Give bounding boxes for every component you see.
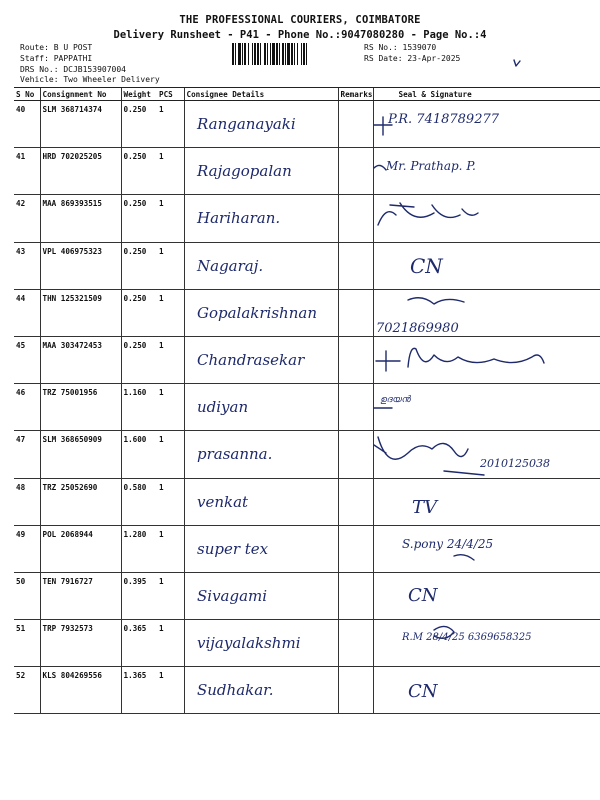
consignment-number: TEN 7916727 [40, 572, 121, 619]
consignee-handwriting [185, 290, 339, 332]
consignee-cell [184, 620, 338, 667]
seal-handwriting: 7021869980 [375, 320, 459, 336]
weight-value: 1.160 [121, 384, 157, 431]
barcode-bar [287, 43, 290, 65]
row-sno: 51 [14, 620, 40, 667]
barcode-bar [257, 43, 259, 65]
seal-signature-cell [373, 620, 600, 667]
table-row [14, 525, 600, 572]
consignee-handwriting [185, 243, 339, 285]
consignee-handwriting [185, 431, 339, 473]
barcode-bar [272, 43, 275, 65]
table-row [14, 148, 600, 195]
remarks-cell [338, 289, 373, 336]
barcode-bar [248, 43, 249, 65]
pcs-value: 1 [157, 101, 184, 148]
consignee-name: venkat [196, 492, 248, 511]
pen-mark-icon [512, 58, 522, 68]
weight-value: 0.250 [121, 242, 157, 289]
seal-handwriting: P.R. 7418789277 [387, 112, 499, 127]
remarks-cell [338, 148, 373, 195]
seal-signature-cell [373, 478, 600, 525]
pcs-value: 1 [157, 525, 184, 572]
seal-handwriting: TV [411, 496, 437, 518]
remarks-cell [338, 384, 373, 431]
barcode-bar [260, 43, 261, 65]
consignment-number: THN 125321509 [40, 289, 121, 336]
header-seal: Seal & Signature [373, 88, 600, 101]
signature-drawing [374, 101, 600, 143]
weight-value: 0.250 [121, 289, 157, 336]
seal-signature-cell [373, 336, 600, 383]
table-row [14, 620, 600, 667]
vehicle-label: Vehicle: Two Wheeler Delivery [20, 75, 160, 84]
barcode-bar [254, 43, 256, 65]
barcode-bar [267, 43, 268, 65]
barcode [232, 43, 354, 65]
consignee-cell [184, 242, 338, 289]
table-row [14, 101, 600, 148]
consignee-cell [184, 478, 338, 525]
consignee-handwriting [185, 148, 339, 190]
row-sno: 47 [14, 431, 40, 478]
consignee-cell [184, 667, 338, 714]
row-sno: 41 [14, 148, 40, 195]
signature-stroke [378, 203, 478, 225]
row-sno: 49 [14, 525, 40, 572]
runsheet-subtitle: Delivery Runsheet - P41 - Phone No.:9047080280 - Page No.:4 [113, 29, 487, 41]
consignee-cell [184, 195, 338, 242]
barcode-bar [285, 43, 286, 65]
signature-drawing [374, 431, 600, 473]
pcs-value: 1 [157, 336, 184, 383]
consignee-handwriting [185, 101, 339, 143]
consignee-name: super tex [196, 539, 268, 558]
header-consignee: Consignee Details [184, 88, 338, 101]
barcode-bar [303, 43, 305, 65]
signature-drawing [374, 479, 600, 521]
consignee-name: Rajagopalan [196, 162, 292, 181]
seal-signature-cell [373, 431, 600, 478]
remarks-cell [338, 620, 373, 667]
seal-handwriting: CN [407, 681, 438, 703]
pcs-value: 1 [157, 431, 184, 478]
header-consignment: Consignment No [40, 88, 121, 101]
signature-drawing [374, 337, 600, 379]
remarks-cell [338, 478, 373, 525]
pcs-value: 1 [157, 572, 184, 619]
runsheet-table [14, 87, 600, 714]
consignee-name: Ranganayaki [196, 115, 296, 133]
header-remarks: Remarks [338, 88, 373, 101]
weight-value: 1.600 [121, 431, 157, 478]
consignment-number: VPL 406975323 [40, 242, 121, 289]
row-sno: 46 [14, 384, 40, 431]
table-row [14, 478, 600, 525]
signature-drawing [374, 526, 600, 568]
barcode-bar [297, 43, 298, 65]
consignment-number: HRD 702025205 [40, 148, 121, 195]
consignment-number: POL 2068944 [40, 525, 121, 572]
barcode-bar [252, 43, 253, 65]
pcs-value: 1 [157, 195, 184, 242]
consignee-cell [184, 289, 338, 336]
table-header-row [14, 88, 600, 101]
signature-stroke [376, 348, 544, 371]
consignee-name: udiyan [196, 398, 248, 417]
signature-stroke [374, 437, 484, 475]
barcode-bar [232, 43, 234, 65]
consignee-name: Gopalakrishnan [196, 303, 317, 322]
pcs-value: 1 [157, 289, 184, 336]
barcode-bar [264, 43, 266, 65]
seal-handwriting: S.pony 24/4/25 [401, 536, 493, 551]
signature-drawing [374, 384, 600, 426]
signature-drawing [374, 148, 600, 190]
row-sno: 45 [14, 336, 40, 383]
rs-date: RS Date: 23-Apr-2025 [364, 54, 461, 63]
pcs-value: 1 [157, 242, 184, 289]
consignee-handwriting [185, 526, 339, 568]
barcode-bar [279, 43, 280, 65]
remarks-cell [338, 431, 373, 478]
signature-drawing [374, 243, 600, 285]
header-pcs: PCS [157, 88, 184, 101]
weight-value: 0.580 [121, 478, 157, 525]
consignee-cell [184, 336, 338, 383]
table-row [14, 384, 600, 431]
pcs-value: 1 [157, 667, 184, 714]
consignee-cell [184, 525, 338, 572]
consignee-name: prasanna. [196, 445, 272, 464]
barcode-bar [301, 43, 302, 65]
drs-number: DRS No.: DCJB153907004 [20, 65, 126, 74]
consignee-handwriting [185, 573, 339, 615]
pcs-value: 1 [157, 384, 184, 431]
seal-handwriting: CN [409, 253, 443, 278]
row-sno: 50 [14, 572, 40, 619]
consignee-handwriting [185, 620, 339, 662]
seal-signature-cell [373, 384, 600, 431]
signature-drawing [374, 195, 600, 237]
seal-handwriting: R.M 28/4/25 6369658325 [401, 632, 531, 644]
barcode-bar [242, 43, 243, 65]
consignee-cell [184, 384, 338, 431]
consignment-number: KLS 804269556 [40, 667, 121, 714]
consignee-handwriting [185, 384, 339, 426]
signature-stroke [374, 166, 386, 171]
table-row [14, 431, 600, 478]
seal-signature-cell [373, 289, 600, 336]
seal-handwriting: Mr. Prathap. P. [385, 159, 476, 174]
barcode-bar [282, 43, 284, 65]
row-sno: 42 [14, 195, 40, 242]
remarks-cell [338, 572, 373, 619]
seal-signature-cell [373, 101, 600, 148]
row-sno: 52 [14, 667, 40, 714]
signature-stroke [454, 554, 474, 559]
seal-handwriting: 2010125038 [479, 457, 550, 471]
table-row [14, 195, 600, 242]
consignment-number: MAA 303472453 [40, 336, 121, 383]
consignment-number: SLM 368714374 [40, 101, 121, 148]
consignee-cell [184, 148, 338, 195]
pcs-value: 1 [157, 620, 184, 667]
remarks-cell [338, 242, 373, 289]
signature-drawing [374, 290, 600, 336]
weight-value: 1.280 [121, 525, 157, 572]
company-title: THE PROFESSIONAL COURIERS, COIMBATORE [179, 14, 421, 26]
signature-drawing [374, 573, 600, 615]
consignee-handwriting [185, 667, 339, 709]
signature-drawing [374, 620, 600, 662]
consignment-number: TRZ 25052690 [40, 478, 121, 525]
row-sno: 44 [14, 289, 40, 336]
seal-signature-cell [373, 195, 600, 242]
barcode-bar [235, 43, 236, 65]
barcode-bar [291, 43, 293, 65]
consignee-handwriting [185, 479, 339, 521]
barcode-bar [238, 43, 241, 65]
remarks-cell [338, 195, 373, 242]
remarks-cell [338, 525, 373, 572]
barcode-bar [270, 43, 271, 65]
consignee-name: Chandrasekar [196, 350, 304, 369]
weight-value: 0.250 [121, 148, 157, 195]
weight-value: 0.250 [121, 101, 157, 148]
table-row [14, 242, 600, 289]
row-sno: 48 [14, 478, 40, 525]
consignee-cell [184, 431, 338, 478]
remarks-cell [338, 336, 373, 383]
consignment-number: TRP 7932573 [40, 620, 121, 667]
consignee-name: Nagaraj. [196, 256, 263, 275]
remarks-cell [338, 667, 373, 714]
barcode-bar [294, 43, 295, 65]
signature-drawing [374, 667, 600, 709]
weight-value: 0.365 [121, 620, 157, 667]
seal-signature-cell [373, 242, 600, 289]
rs-number: RS No.: 1539070 [364, 43, 437, 52]
row-sno: 43 [14, 242, 40, 289]
pcs-value: 1 [157, 478, 184, 525]
consignee-name: vijayalakshmi [196, 634, 300, 653]
row-sno: 40 [14, 101, 40, 148]
barcode-bar [306, 43, 307, 65]
consignee-handwriting [185, 337, 339, 379]
consignee-name: Hariharan. [196, 209, 280, 228]
seal-signature-cell [373, 572, 600, 619]
barcode-bar [244, 43, 246, 65]
staff-label: Staff: PAPPATHI [20, 54, 93, 63]
seal-signature-cell [373, 148, 600, 195]
seal-signature-cell [373, 667, 600, 714]
consignee-handwriting [185, 195, 339, 237]
consignment-number: SLM 368650909 [40, 431, 121, 478]
consignee-name: Sivagami [196, 586, 267, 605]
remarks-cell [338, 101, 373, 148]
header-sno: S No [14, 88, 40, 101]
table-row [14, 336, 600, 383]
consignment-number: TRZ 75001956 [40, 384, 121, 431]
barcode-bar [276, 43, 278, 65]
table-row [14, 572, 600, 619]
pcs-value: 1 [157, 148, 184, 195]
weight-value: 1.365 [121, 667, 157, 714]
consignee-cell [184, 572, 338, 619]
route-label: Route: B U POST [20, 43, 93, 52]
signature-stroke [408, 298, 464, 304]
weight-value: 0.395 [121, 572, 157, 619]
seal-signature-cell [373, 525, 600, 572]
seal-handwriting: CN [407, 584, 438, 606]
header-weight: Weight [121, 88, 157, 101]
seal-handwriting: ഉദയൻ [379, 395, 410, 406]
table-row [14, 289, 600, 336]
consignee-name: Sudhakar. [196, 681, 273, 700]
table-row [14, 667, 600, 714]
consignee-cell [184, 101, 338, 148]
weight-value: 0.250 [121, 336, 157, 383]
consignment-number: MAA 869393515 [40, 195, 121, 242]
weight-value: 0.250 [121, 195, 157, 242]
